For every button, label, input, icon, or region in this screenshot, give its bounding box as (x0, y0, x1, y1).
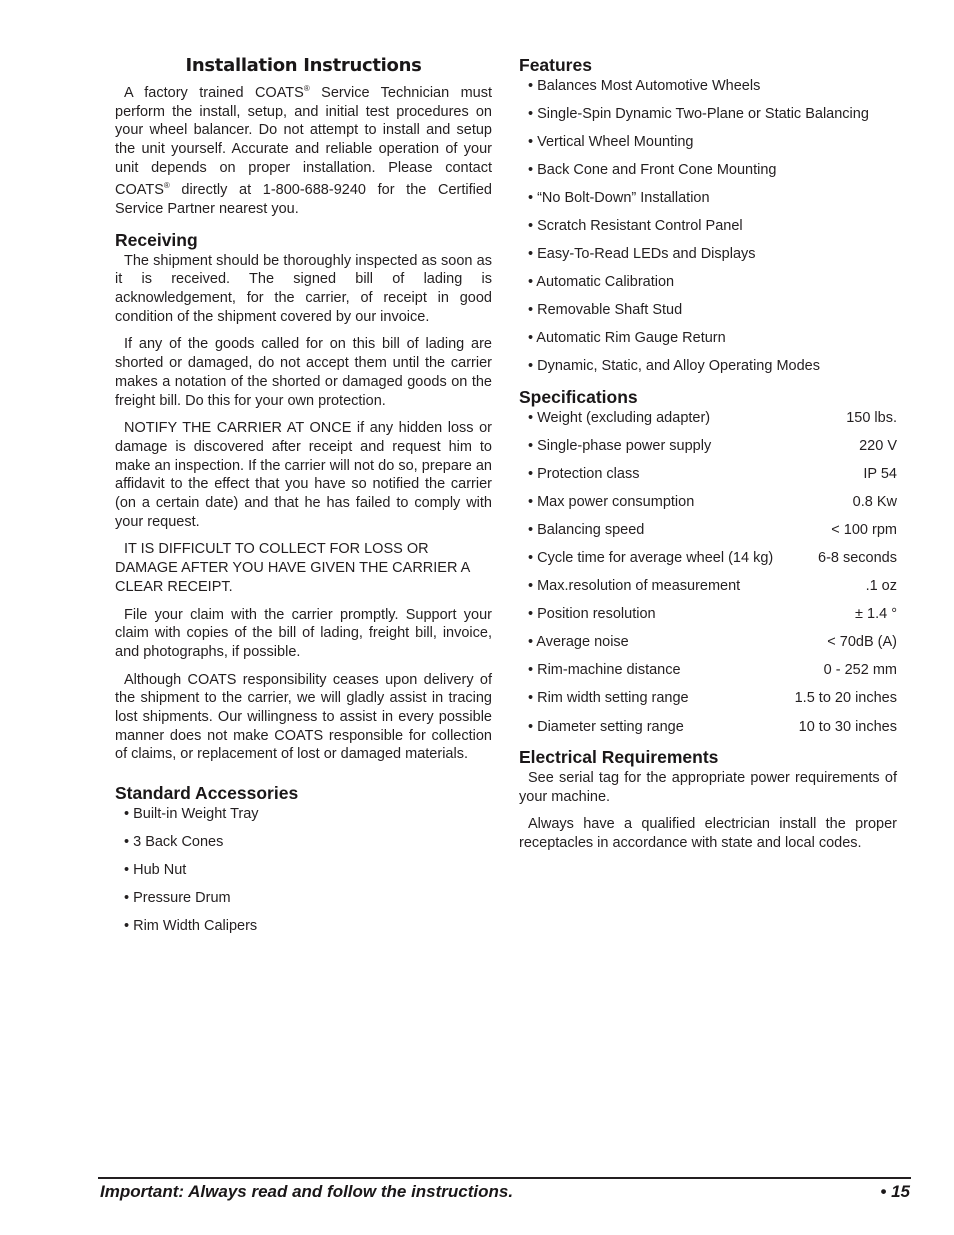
features-heading: Features (519, 55, 592, 75)
spec-label: • Single-phase power supply (528, 437, 712, 454)
electrical-section (519, 747, 897, 853)
electrical-paragraph: Always have a qualified electrician install the proper receptacles in accordance with state and local codes. (519, 816, 897, 852)
spec-value: 0.8 Kw (852, 493, 897, 510)
spec-value: 6-8 seconds (818, 549, 897, 566)
page-footer (100, 1182, 910, 1202)
receiving-paragraph: NOTIFY THE CARRIER AT ONCE if any hidden loss or damage is discovered after receipt and request him to make an inspection. If the carrier will not do so, prepare an affidavit to the effect that you have so notified the carrier (on a certain date) and that he has failed to comply with your request. (115, 420, 492, 530)
features-list (519, 77, 897, 376)
spec-label: • Rim-machine distance (528, 662, 681, 679)
spec-label: • Rim width setting range (528, 690, 689, 707)
spec-value: ± 1.4 ° (855, 606, 897, 623)
spec-label: • Balancing speed (528, 521, 645, 538)
spec-value: 10 to 30 inches (798, 718, 897, 735)
receiving-paragraph: Although COATS responsibility ceases upon delivery of the shipment to the carrier, we will gladly assist in tracing lost shipments. Our willingness to assist in every possible manner does not make COATS responsible for collection of claims, or replacement of lost or damaged materials. (115, 671, 492, 763)
spec-row (519, 633, 897, 652)
electrical-paragraph: See serial tag for the appropriate power requirements of your machine. (519, 770, 897, 805)
list-item: • Single-Spin Dynamic Two-Plane or Static Balancing (528, 106, 869, 122)
left-column (115, 55, 492, 936)
list-item: • 3 Back Cones (124, 834, 224, 851)
installation-title: Installation Instructions (185, 55, 422, 76)
spec-row (519, 605, 897, 624)
spec-row (519, 465, 897, 484)
list-item: • Removable Shaft Stud (528, 302, 683, 318)
list-item: • Automatic Rim Gauge Return (528, 330, 726, 346)
accessories-heading: Standard Accessories (115, 783, 299, 804)
spec-value: .1 oz (865, 578, 897, 595)
spec-label: • Position resolution (528, 606, 656, 623)
registered-mark: ® (303, 84, 310, 93)
list-item: • Vertical Wheel Mounting (528, 134, 694, 150)
spec-value: 1.5 to 20 inches (794, 690, 897, 707)
spec-value: IP 54 (863, 465, 897, 482)
list-item: • Automatic Calibration (528, 274, 675, 290)
spec-row (519, 689, 897, 708)
receiving-paragraph: IT IS DIFFICULT TO COLLECT FOR LOSS OR DAMAGE AFTER YOU HAVE GIVEN THE CARRIER A CLEAR RECEIPT. (115, 541, 470, 595)
spec-label: • Max power consumption (528, 493, 695, 510)
spec-row (519, 521, 897, 540)
list-item: • Back Cone and Front Cone Mounting (528, 162, 777, 178)
specifications-section (519, 387, 897, 737)
accessories-section (115, 783, 492, 936)
spec-label: • Max.resolution of measurement (528, 578, 741, 595)
list-item: • Rim Width Calipers (124, 918, 258, 935)
receiving-paragraph: The shipment should be thoroughly inspected as soon as it is received. The signed bill of lading is acknowledgement, for the carrier, of receipt in good condition of the shipment covered by our invoice. (115, 252, 492, 325)
spec-label: • Weight (excluding adapter) (528, 409, 711, 426)
spec-row (519, 661, 897, 680)
list-item: • “No Bolt-Down” Installation (528, 190, 710, 206)
right-column (519, 55, 897, 853)
list-item: • Dynamic, Static, and Alloy Operating Modes (528, 358, 820, 374)
list-item: • Balances Most Automotive Wheels (528, 78, 761, 94)
receiving-section (115, 230, 492, 765)
list-item: • Scratch Resistant Control Panel (528, 218, 743, 234)
spec-label: • Diameter setting range (528, 718, 684, 735)
page-number: • 15 (880, 1182, 910, 1201)
features-section (519, 55, 897, 376)
spec-label: • Average noise (528, 634, 629, 651)
spec-label: • Protection class (528, 465, 640, 482)
spec-row (519, 437, 897, 456)
spec-row (519, 577, 897, 596)
spec-value: 150 lbs. (846, 409, 897, 426)
list-item: • Pressure Drum (124, 890, 231, 907)
list-item: • Easy-To-Read LEDs and Displays (528, 246, 756, 262)
footer-note: Important: Always read and follow the instructions. (100, 1182, 514, 1201)
spec-row (519, 493, 897, 512)
receiving-paragraph: If any of the goods called for on this bill of lading are shorted or damaged, do not accept them until the carrier makes a notation of the shorted or damaged goods on the freight bill. Do this for your own protection. (115, 336, 492, 409)
installation-intro: A factory trained COATS® Service Technician must perform the install, setup, and initial test procedures on your wheel balancer. Do not attempt to install and setup the unit yourself. Accurate and reliable operation of your unit depends on proper installation. Please contact COATS® directly at 1-800-688-9240 for the Certified Service Partner nearest you. (115, 84, 493, 217)
specifications-heading: Specifications (519, 386, 638, 407)
electrical-heading: Electrical Requirements (519, 747, 719, 768)
list-item: • Built-in Weight Tray (124, 806, 259, 823)
spec-value: 0 - 252 mm (823, 662, 897, 679)
spec-row (519, 549, 897, 568)
list-item: • Hub Nut (124, 862, 187, 879)
spec-value: < 70dB (A) (827, 634, 897, 651)
registered-mark: ® (163, 181, 170, 191)
receiving-paragraph: File your claim with the carrier promptly. Support your claim with copies of the bill of lading, freight bill, invoice, and photographs, if possible. (115, 606, 492, 660)
spec-value: < 100 rpm (831, 521, 897, 538)
footer-divider (98, 1177, 911, 1179)
spec-label: • Cycle time for average wheel (14 kg) (528, 549, 774, 566)
spec-value: 220 V (859, 437, 897, 454)
spec-row (519, 718, 897, 737)
receiving-heading: Receiving (115, 229, 198, 250)
spec-row (519, 409, 897, 428)
accessories-list (115, 805, 492, 936)
specifications-table (519, 409, 897, 737)
